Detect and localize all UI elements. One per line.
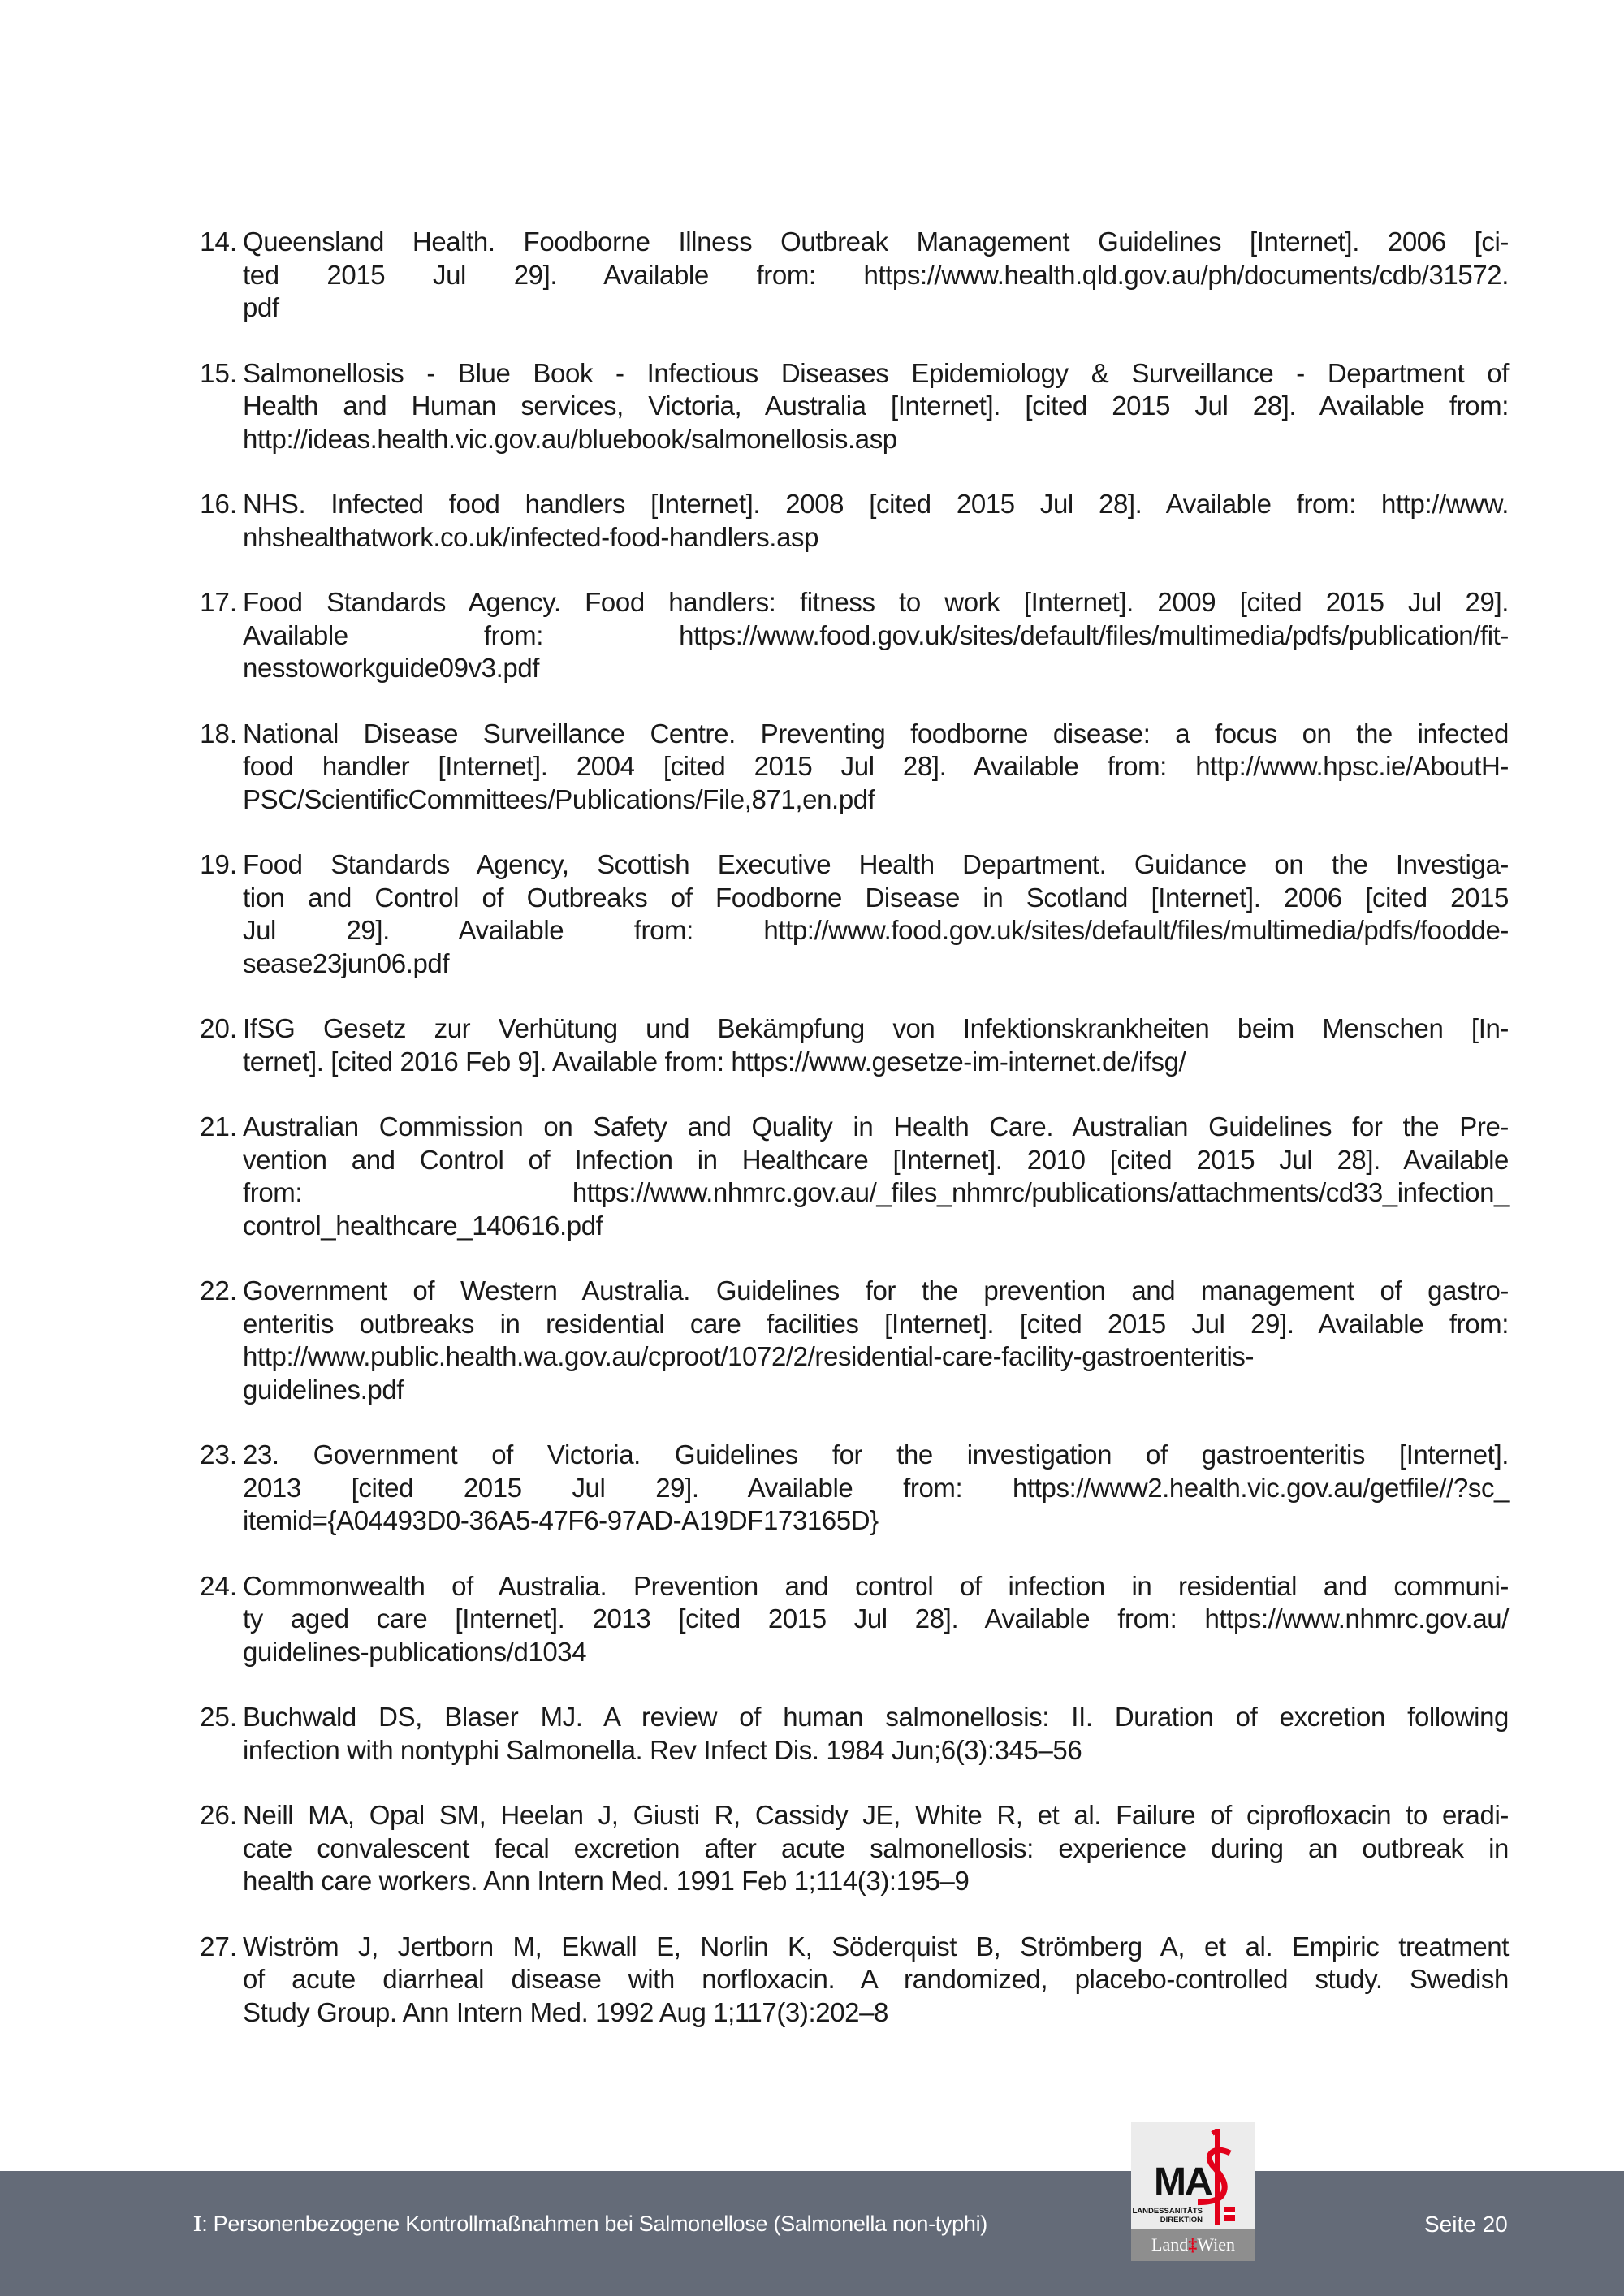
reference-text-line: http://www.public.health.wa.gov.au/cproot/1072/2/residential-care-facility-gastroenteritis-	[243, 1341, 1255, 1371]
reference-item	[187, 357, 1509, 456]
logo-wien-text: Wien	[1197, 2234, 1235, 2255]
reference-item	[187, 1012, 1509, 1078]
reference-number: 16.	[200, 489, 237, 519]
logo-subtitle-line2: DIREKTION	[1160, 2216, 1203, 2225]
reference-number: 25.	[200, 1702, 237, 1732]
page-footer	[0, 2171, 1624, 2296]
reference-text-line: NHS. Infected food handlers [Internet]. 2008 [cited 2015 Jul 28]. Available from: http://www.	[243, 489, 1509, 519]
reference-item	[187, 1111, 1509, 1242]
reference-number: 27.	[200, 1931, 237, 1962]
reference-text-line: Health and Human services, Victoria, Australia [Internet]. [cited 2015 Jul 28]. Available from:	[243, 391, 1509, 421]
reference-text-line: enteritis outbreaks in residential care facilities [Internet]. [cited 2015 Jul 29]. Available from:	[243, 1308, 1509, 1339]
reference-item	[187, 1931, 1509, 2030]
logo-land-wien	[1131, 2229, 1255, 2261]
reference-item	[187, 718, 1509, 817]
reference-number: 22.	[200, 1275, 237, 1306]
reference-text-line: nhshealthatwork.co.uk/infected-food-handlers.asp	[243, 521, 819, 552]
reference-number: 23.	[200, 1439, 237, 1470]
reference-text-line: 2013 [cited 2015 Jul 29]. Available from: https://www2.health.vic.gov.au/getfile//?sc_	[243, 1472, 1509, 1503]
reference-text-line: food handler [Internet]. 2004 [cited 2015 Jul 28]. Available from: http://www.hpsc.ie/AboutH-	[243, 751, 1509, 781]
reference-item	[187, 1799, 1509, 1898]
vienna-cross-icon: ‡	[1188, 2234, 1198, 2255]
reference-item	[187, 1275, 1509, 1406]
reference-text-line: Study Group. Ann Intern Med. 1992 Aug 1;117(3):202–8	[243, 1996, 888, 2027]
reference-item	[187, 488, 1509, 554]
footer-document-title	[193, 2212, 987, 2237]
reference-number: 17.	[200, 587, 237, 617]
reference-number: 21.	[200, 1111, 237, 1142]
reference-text-line: http://ideas.health.vic.gov.au/bluebook/salmonellosis.asp	[243, 423, 897, 454]
reference-number: 26.	[200, 1800, 237, 1830]
reference-text-line: control_healthcare_140616.pdf	[243, 1210, 603, 1241]
logo-ma-text: MA	[1154, 2160, 1212, 2203]
reference-item	[187, 1701, 1509, 1767]
reference-text-line: Buchwald DS, Blaser MJ. A review of human salmonellosis: II. Duration of excretion following	[243, 1702, 1509, 1732]
reference-text-line: pdf	[243, 292, 279, 322]
reference-item	[187, 848, 1509, 980]
reference-item	[187, 586, 1509, 685]
reference-item	[187, 226, 1509, 325]
footer-title-text: : Personenbezogene Kontrollmaßnahmen bei Salmonellose (Salmonella non-typhi)	[201, 2212, 987, 2236]
reference-text-line: guidelines.pdf	[243, 1374, 404, 1405]
reference-number: 20.	[200, 1013, 237, 1043]
reference-text-line: National Disease Surveillance Centre. Preventing foodborne disease: a focus on the infected	[243, 718, 1509, 749]
reference-text-line: from: https://www.nhmrc.gov.au/_files_nhmrc/publications/attachments/cd33_infection_	[243, 1177, 1509, 1207]
reference-number: 14.	[200, 227, 237, 257]
reference-text-line: Food Standards Agency, Scottish Executive Health Department. Guidance on the Investiga-	[243, 849, 1509, 879]
reference-text-line: ternet]. [cited 2016 Feb 9]. Available from: https://www.gesetze-im-internet.de/ifsg/	[243, 1046, 1186, 1077]
reference-text-line: tion and Control of Outbreaks of Foodborne Disease in Scotland [Internet]. 2006 [cited 2015	[243, 882, 1509, 913]
reference-list	[187, 226, 1509, 2061]
reference-item	[187, 1570, 1509, 1669]
reference-text-line: infection with nontyphi Salmonella. Rev Infect Dis. 1984 Jun;6(3):345–56	[243, 1734, 1082, 1765]
reference-text-line: nesstoworkguide09v3.pdf	[243, 653, 540, 683]
ma15-logo	[1131, 2122, 1255, 2261]
reference-text-line: 23. Government of Victoria. Guidelines for the investigation of gastroenteritis [Internet].	[243, 1439, 1509, 1470]
reference-text-line: PSC/ScientificCommittees/Publications/File,871,en.pdf	[243, 783, 875, 814]
reference-text-line: Neill MA, Opal SM, Heelan J, Giusti R, Cassidy JE, White R, et al. Failure of ciprofloxacin to eradi-	[243, 1800, 1509, 1830]
reference-text-line: Queensland Health. Foodborne Illness Outbreak Management Guidelines [Internet]. 2006 [ci-	[243, 227, 1509, 257]
reference-text-line: Commonwealth of Australia. Prevention and control of infection in residential and communi-	[243, 1570, 1509, 1601]
reference-text-line: itemid={A04493D0-36A5-47F6-97AD-A19DF173165D}	[243, 1505, 879, 1535]
reference-text-line: Government of Western Australia. Guidelines for the prevention and management of gastro-	[243, 1275, 1509, 1306]
logo-subtitle	[1131, 2207, 1203, 2225]
logo-subtitle-line1: LANDESSANITÄTS	[1132, 2207, 1203, 2216]
logo-land-text: Land	[1151, 2234, 1189, 2255]
reference-text-line: Food Standards Agency. Food handlers: fitness to work [Internet]. 2009 [cited 2015 Jul 29].	[243, 587, 1509, 617]
reference-number: 18.	[200, 718, 237, 749]
reference-text-line: guidelines-publications/d1034	[243, 1636, 587, 1667]
reference-text-line: cate convalescent fecal excretion after acute salmonellosis: experience during an outbreak in	[243, 1832, 1509, 1863]
reference-number: 15.	[200, 357, 237, 388]
reference-text-line: vention and Control of Infection in Healthcare [Internet]. 2010 [cited 2015 Jul 28]. Available	[243, 1144, 1509, 1175]
reference-text-line: Salmonellosis - Blue Book - Infectious Diseases Epidemiology & Surveillance - Department of	[243, 357, 1509, 388]
reference-text-line: ted 2015 Jul 29]. Available from: https://www.health.qld.gov.au/ph/documents/cdb/31572.	[243, 259, 1509, 290]
reference-number: 19.	[200, 849, 237, 879]
page-number: Seite 20	[1424, 2212, 1508, 2237]
reference-text-line: IfSG Gesetz zur Verhütung und Bekämpfung von Infektionskrankheiten beim Menschen [In-	[243, 1013, 1509, 1043]
reference-text-line: of acute diarrheal disease with norfloxacin. A randomized, placebo-controlled study. Swedish	[243, 1964, 1509, 1994]
reference-text-line: Jul 29]. Available from: http://www.food.gov.uk/sites/default/files/multimedia/pdfs/foodde-	[243, 915, 1509, 945]
reference-item	[187, 1439, 1509, 1538]
reference-text-line: health care workers. Ann Intern Med. 1991 Feb 1;114(3):195–9	[243, 1866, 970, 1896]
reference-number: 24.	[200, 1570, 237, 1601]
reference-text-line: ty aged care [Internet]. 2013 [cited 2015 Jul 28]. Available from: https://www.nhmrc.gov.au/	[243, 1603, 1509, 1634]
reference-text-line: sease23jun06.pdf	[243, 947, 450, 978]
section-marker: I	[193, 2212, 202, 2236]
reference-text-line: Available from: https://www.food.gov.uk/sites/default/files/multimedia/pdfs/publication/fit-	[243, 619, 1509, 650]
reference-text-line: Australian Commission on Safety and Quality in Health Care. Australian Guidelines for the Pre-	[243, 1111, 1509, 1142]
reference-text-line: Wiström J, Jertborn M, Ekwall E, Norlin K, Söderquist B, Strömberg A, et al. Empiric treatment	[243, 1931, 1509, 1962]
